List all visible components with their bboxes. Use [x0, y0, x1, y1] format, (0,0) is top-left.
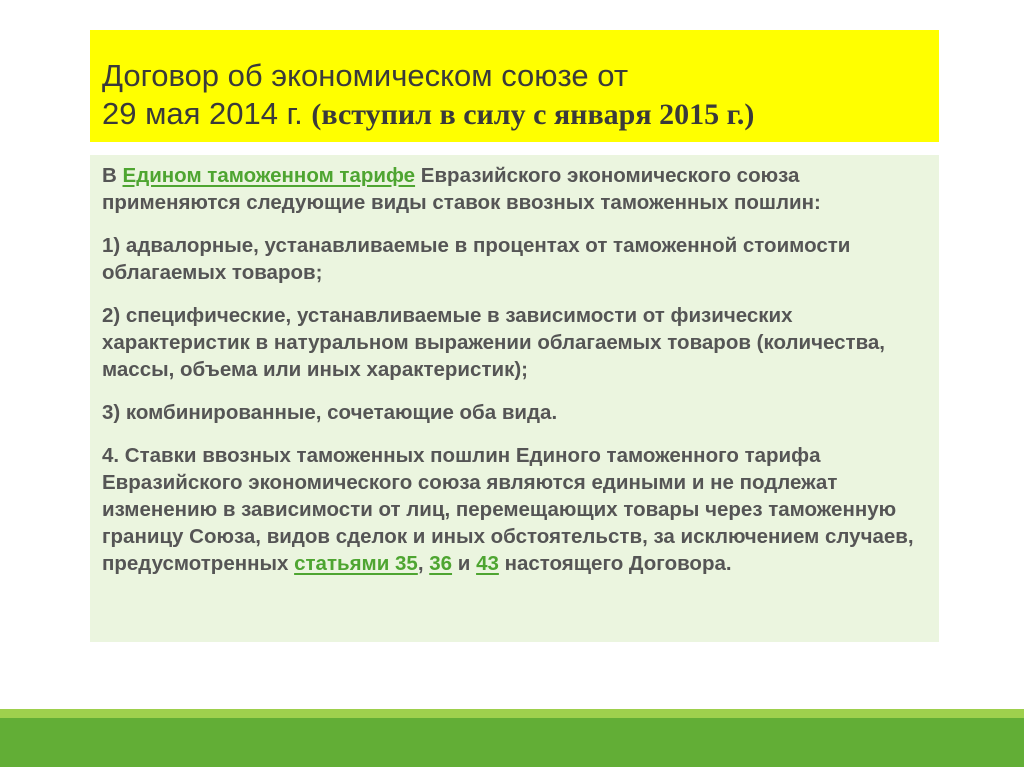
link-unified-customs-tariff[interactable]: Едином таможенном тарифе	[122, 164, 416, 187]
link-article-36[interactable]: 36	[429, 552, 453, 575]
footer-bar-dark	[0, 718, 1024, 767]
intro-paragraph	[102, 162, 942, 216]
conjunction-and: и	[457, 552, 471, 575]
intro-text: Евразийского экономического союза применяются следующие виды ставок ввозных таможенных пошлин:	[102, 164, 821, 214]
footer-bar-light	[0, 709, 1024, 718]
link-article-43[interactable]: 43	[476, 552, 499, 575]
title-effective-note: (вступил в силу с января 2015 г.)	[311, 98, 755, 131]
title-date: 29 мая 2014 г.	[102, 96, 303, 131]
content-text	[102, 162, 942, 577]
intro-prefix: В	[102, 164, 117, 187]
slide-title-line1: Договор об экономическом союзе от	[102, 58, 629, 93]
list-item-combined: 3) комбинированные, сочетающие оба вида.	[102, 401, 558, 424]
paragraph-4-text: 4. Ставки ввозных таможенных пошлин Единого таможенного тарифа Евразийского экономического союза являются едиными и не подлежат изменению в зависимости от лиц, перемещающих товары через таможенную границу Союза, видов сделок и иных обстоятельств, за исключением случаев, предусмотренных	[102, 444, 914, 575]
paragraph-4-end: настоящего Договора.	[504, 552, 732, 575]
title-banner	[90, 30, 939, 142]
paragraph-4	[102, 442, 942, 577]
slide-title-line2	[102, 96, 754, 132]
separator-comma: ,	[417, 552, 424, 575]
link-article-35[interactable]: статьями 35	[294, 552, 418, 575]
list-item-specific: 2) специфические, устанавливаемые в зависимости от физических характеристик в натуральном выражении облагаемых товаров (количества, массы, объема или иных характеристик);	[102, 304, 885, 381]
list-item-ad-valorem: 1) адвалорные, устанавливаемые в процентах от таможенной стоимости облагаемых товаров;	[102, 234, 851, 284]
